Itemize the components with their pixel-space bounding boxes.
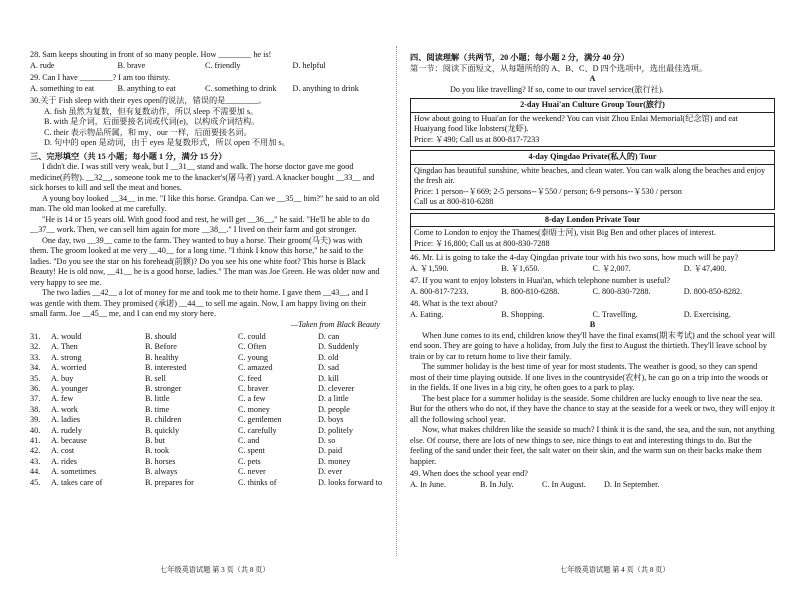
page-footer-left: 七年级英语试题 第 3 页（共 8 页） (160, 566, 270, 574)
choice-option: C. money (238, 404, 270, 414)
choice-option: C. gentlemen (238, 415, 282, 425)
option: B. 800-810-6288. (501, 286, 560, 296)
choice-number: 41. (30, 436, 41, 446)
option: C. something to drink (205, 83, 277, 93)
choice-option: D. sad (318, 363, 339, 373)
choice-number: 39. (30, 415, 41, 425)
choice-number: 36. (30, 384, 41, 394)
choice-option: C. Often (238, 342, 267, 352)
choice-number: 42. (30, 446, 41, 456)
choice-option: C. pets (238, 456, 261, 466)
reading-paragraph: When June comes to its end, children know they'll have the final exams(期末考试) and the school year will end soon. They are going to have a holiday, from July the first to August the thirtieth. They'll leave school by train or by car to return home to live their family. (410, 330, 775, 361)
choice-number: 31. (30, 332, 41, 341)
option: C. Travelling. (592, 309, 638, 319)
question-47-options (410, 287, 775, 298)
question-29-stem: 29. Can I have ________? I am too thirsty. (30, 73, 170, 82)
choice-option: B. sell (145, 373, 166, 383)
option: C. friendly (205, 60, 241, 70)
choice-number: 43. (30, 456, 41, 466)
passage-source: —Taken from Black Beauty (290, 319, 380, 329)
choice-option: D. old (318, 352, 339, 362)
page-footer-right: 七年级英语试题 第 4 页（共 8 页） (560, 566, 670, 574)
choice-option: B. should (145, 332, 177, 341)
tour-title: 2-day Huai'an Culture Group Tour(旅行) (411, 99, 774, 113)
choice-number: 40. (30, 425, 41, 435)
reading-paragraph: The summer holiday is the best time of year for most students. The weather is good, so they can spend most of their time playing outside. If one lives in the countryside(农村), he can go on a trip into the woods or in the fields. If one lives in a big city, he often goes to a park to play. (410, 362, 769, 392)
option: B. anything to eat (117, 83, 176, 93)
option: A. something to eat (30, 83, 95, 93)
cloze-choices-table (30, 332, 383, 488)
option: D. 800-850-8282. (683, 286, 743, 296)
option: C. In August. (542, 479, 586, 489)
choice-option: A. buy (51, 373, 74, 383)
part-instruction: 第一节：阅读下面短文，从每题所给的 A、B、C、D 四个选项中，选出最佳选项。 (410, 63, 708, 73)
choice-option: C. feed (238, 373, 262, 383)
tour-price: Price: ￥16,800; Call us at 800-830-7288 (414, 238, 550, 248)
choice-option: A. worried (51, 363, 87, 373)
choice-option: C. a few (238, 394, 266, 404)
question-30-stem: 30.关于 Fish sleep with their eyes open的说法，错误的是________。 (30, 96, 267, 105)
option: D. helpful (292, 60, 326, 70)
option: B. ￥1,650. (501, 263, 540, 273)
option: B. In July. (480, 479, 514, 489)
cloze-paragraph: A young boy looked __34__ in me. "I like this horse. Grandpa. Can we __35__ him?" he said to an old man. The old man looked at me carefully. (30, 193, 380, 213)
choice-option: B. quickly (145, 425, 180, 435)
question-49-stem: 49. When does the school year end? (410, 469, 528, 478)
choice-option: A. rides (51, 456, 77, 466)
choice-number: 32. (30, 342, 41, 352)
choice-option: D. money (318, 456, 351, 466)
cloze-paragraph: One day, two __39__ came to the farm. They wanted to buy a horse. Their groom(马夫) was with them. The groom looked at me very __40__ for a long time. "I think I know this horse," he said to the ladies. "Do you see the star on his forehead(前额)? Do you see his one white foot? This horse is Black Beauty! He is old now, __41__ he is a good horse, ladies." The man was Joe Green. He was older now and very happy to see me. (30, 235, 380, 287)
choice-option: B. interested (145, 363, 187, 373)
choice-option: D. boys (318, 415, 344, 425)
choice-option: A. rudely (51, 425, 82, 435)
choice-option: B. but (145, 436, 166, 446)
question-46-options (410, 264, 775, 275)
question-48-options (410, 310, 775, 321)
choice-option: D. people (318, 404, 350, 414)
tour-title: 8-day London Private Tour (411, 214, 774, 228)
tour-price: Price: 1 person--￥669; 2-5 persons--￥550 / person; 6-9 persons--￥530 / person (414, 186, 682, 196)
choice-number: 35. (30, 373, 41, 383)
option: D. In September. (604, 479, 660, 489)
choice-option: B. time (145, 404, 170, 414)
option: D. 句中的 open 是动词，由于 eyes 是复数形式，所以 open 不用加 s。 (44, 138, 290, 147)
cloze-paragraph: "He is 14 or 15 years old. With good food and rest, he will get __36__," he said. "He'll be able to do __37__ work. Then, we can sell him again for more __38__." I lived on their farm and got stronger. (30, 214, 370, 234)
choice-option: B. little (145, 394, 170, 404)
choice-option: C. thinks of (238, 477, 277, 487)
option: A. In June. (410, 479, 446, 489)
choice-option: D. Suddenly (318, 342, 359, 352)
tour-body: Come to London to enjoy the Thames(泰晤士河), visit Big Ben and other places of interest. (414, 228, 716, 237)
choice-option: A. Then (51, 342, 78, 352)
choice-number: 38. (30, 404, 41, 414)
choice-option: A. ladies (51, 415, 81, 425)
tour-box (410, 213, 775, 252)
choice-number: 45. (30, 477, 41, 487)
option: D. ￥47,400. (683, 263, 727, 273)
choice-option: A. younger (51, 384, 88, 394)
question-47-stem: 47. If you want to enjoy lobsters in Huai'an, which telephone number is useful? (410, 276, 671, 285)
left-page (30, 50, 383, 488)
question-28-stem: 28. Sam keeps shouting in front of so many people. How ________ he is! (30, 50, 272, 59)
choice-option: B. children (145, 415, 182, 425)
question-46-stem: 46. Mr. Li is going to take the 4-day Qingdao private tour with his two sons, how much will he pay? (410, 253, 739, 262)
choice-option: D. paid (318, 446, 343, 456)
tour-body: How about going to Huai'an for the weekend? You can visit Zhou Enlai Memorial(纪念馆) and eat Huaiyang food like lobsters(龙虾). (414, 113, 738, 133)
passage-label-a: A (589, 74, 596, 83)
choice-number: 44. (30, 467, 41, 477)
cloze-paragraph: The two ladies __42__ a lot of money for me and took me to their home. I gave them __43__, and I was gentle with them. They promised (承诺) __44__ to sell me again. Now, I am happy living on their small farm. Joe __45__ me, and I can end my story here. (30, 288, 369, 318)
choice-option: A. few (51, 394, 74, 404)
choice-option: C. and (238, 436, 260, 446)
choice-option: A. would (51, 332, 82, 341)
section-heading-cloze: 三、完形填空（共 15 小题；每小题 1 分，满分 15 分） (30, 151, 227, 161)
cloze-paragraph: I didn't die. I was still very weak, but I __31__ stand and walk. The horse doctor gave me good medicine(药物). __32__, someone took me to the knacker's(屠马者) yard. A knacker bought __33__ and sick horses to kill and sell the meat and bones. (30, 162, 375, 192)
reading-paragraph: Now, what makes children like the seaside so much? I think it is the sand, the sea, and the sun, not anything else. Of course, there are lots of new things to see, nice things to eat and interesting things to do. But the feeling of the sand under their feet, the salt water on their skin, and the warm sun on their backs make them happier. (410, 425, 775, 466)
choice-option: B. always (145, 467, 178, 477)
tour-contact: Call us at 800-810-6288 (414, 197, 494, 206)
choice-option: D. kill (318, 373, 339, 383)
right-page (410, 53, 775, 490)
choice-option: C. could (238, 332, 266, 341)
choice-option: C. amazed (238, 363, 273, 373)
question-48-stem: 48. What is the text about? (410, 299, 498, 308)
option: A. fish 虽然为复数，但有复数动作，所以 sleep 不需要加 s。 (44, 106, 259, 116)
option: C. 800-830-7288. (592, 286, 651, 296)
choice-option: D. cleverer (318, 384, 355, 394)
ad-intro: Do you like travelling? If so, come to our travel service(旅行社). (450, 84, 664, 94)
tour-price: Price: ￥490; Call us at 800-817-7233 (414, 134, 540, 144)
tour-box (410, 150, 775, 210)
tour-title: 4-day Qingdao Private(私人的) Tour (411, 151, 774, 165)
option: D. anything to drink (292, 83, 359, 93)
choice-option: A. sometimes (51, 467, 97, 477)
choice-option: D. can (318, 332, 340, 341)
option: A. Eating. (410, 309, 444, 319)
option: A. 800-817-7233. (410, 286, 469, 296)
choice-option: C. young (238, 352, 269, 362)
choice-option: C. braver (238, 384, 269, 394)
choice-option: D. a little (318, 394, 349, 404)
option: B. brave (117, 60, 146, 70)
choice-option: B. stronger (145, 384, 182, 394)
choice-option: A. work (51, 404, 78, 414)
choice-option: D. politely (318, 425, 354, 435)
choice-option: A. cost (51, 446, 75, 456)
passage-label-b: B (589, 320, 596, 329)
choice-option: A. because (51, 436, 87, 446)
choice-number: 33. (30, 352, 41, 362)
choice-option: B. horses (145, 456, 176, 466)
option: A. ￥1,590. (410, 263, 449, 273)
question-49-options (410, 480, 775, 491)
option: D. Exercising. (683, 309, 731, 319)
option: A. rude (30, 60, 55, 70)
section-heading-reading: 四、阅读理解（共两节，20 小题；每小题 2 分，满分 40 分） (410, 53, 630, 62)
choice-option: C. spent (238, 446, 265, 456)
choice-option: D. ever (318, 467, 343, 477)
choice-option: D. looks forward to (318, 477, 383, 487)
option: C. their 表示物品所属，和 my、our 一样，后面要接名词。 (44, 127, 252, 137)
choice-option: B. prepares for (145, 477, 194, 487)
choice-number: 37. (30, 394, 41, 404)
question-29-options (30, 84, 380, 95)
choice-option: C. never (238, 467, 266, 477)
tour-body: Qingdao has beautiful sunshine, white beaches, and clean water. You can walk along the beaches and enjoy the fresh air. (414, 165, 766, 185)
option: B. Shopping. (501, 309, 545, 319)
choice-option: B. healthy (145, 352, 179, 362)
reading-paragraph: The best place for a summer holiday is the seaside. Some children are lucky enough to live near the sea. But for the others who do not, if they have the chance to stay at the seaside for a week or two, they will enjoy it all the following school year. (410, 393, 775, 424)
page-divider (396, 46, 397, 556)
choice-option: A. takes care of (51, 477, 103, 487)
option: B. with 是介词，后面要接名词或代词(e)，以构成介词结构。 (44, 117, 260, 126)
choice-option: A. strong (51, 352, 82, 362)
choice-option: B. Before (145, 342, 177, 352)
option: C. ￥2,007. (592, 263, 631, 273)
tour-box (410, 98, 775, 147)
choice-number: 34. (30, 363, 41, 373)
choice-option: B. took (145, 446, 170, 456)
choice-option: C. carefully (238, 425, 277, 435)
question-28-options (30, 61, 380, 72)
choice-option: D. so (318, 436, 336, 446)
